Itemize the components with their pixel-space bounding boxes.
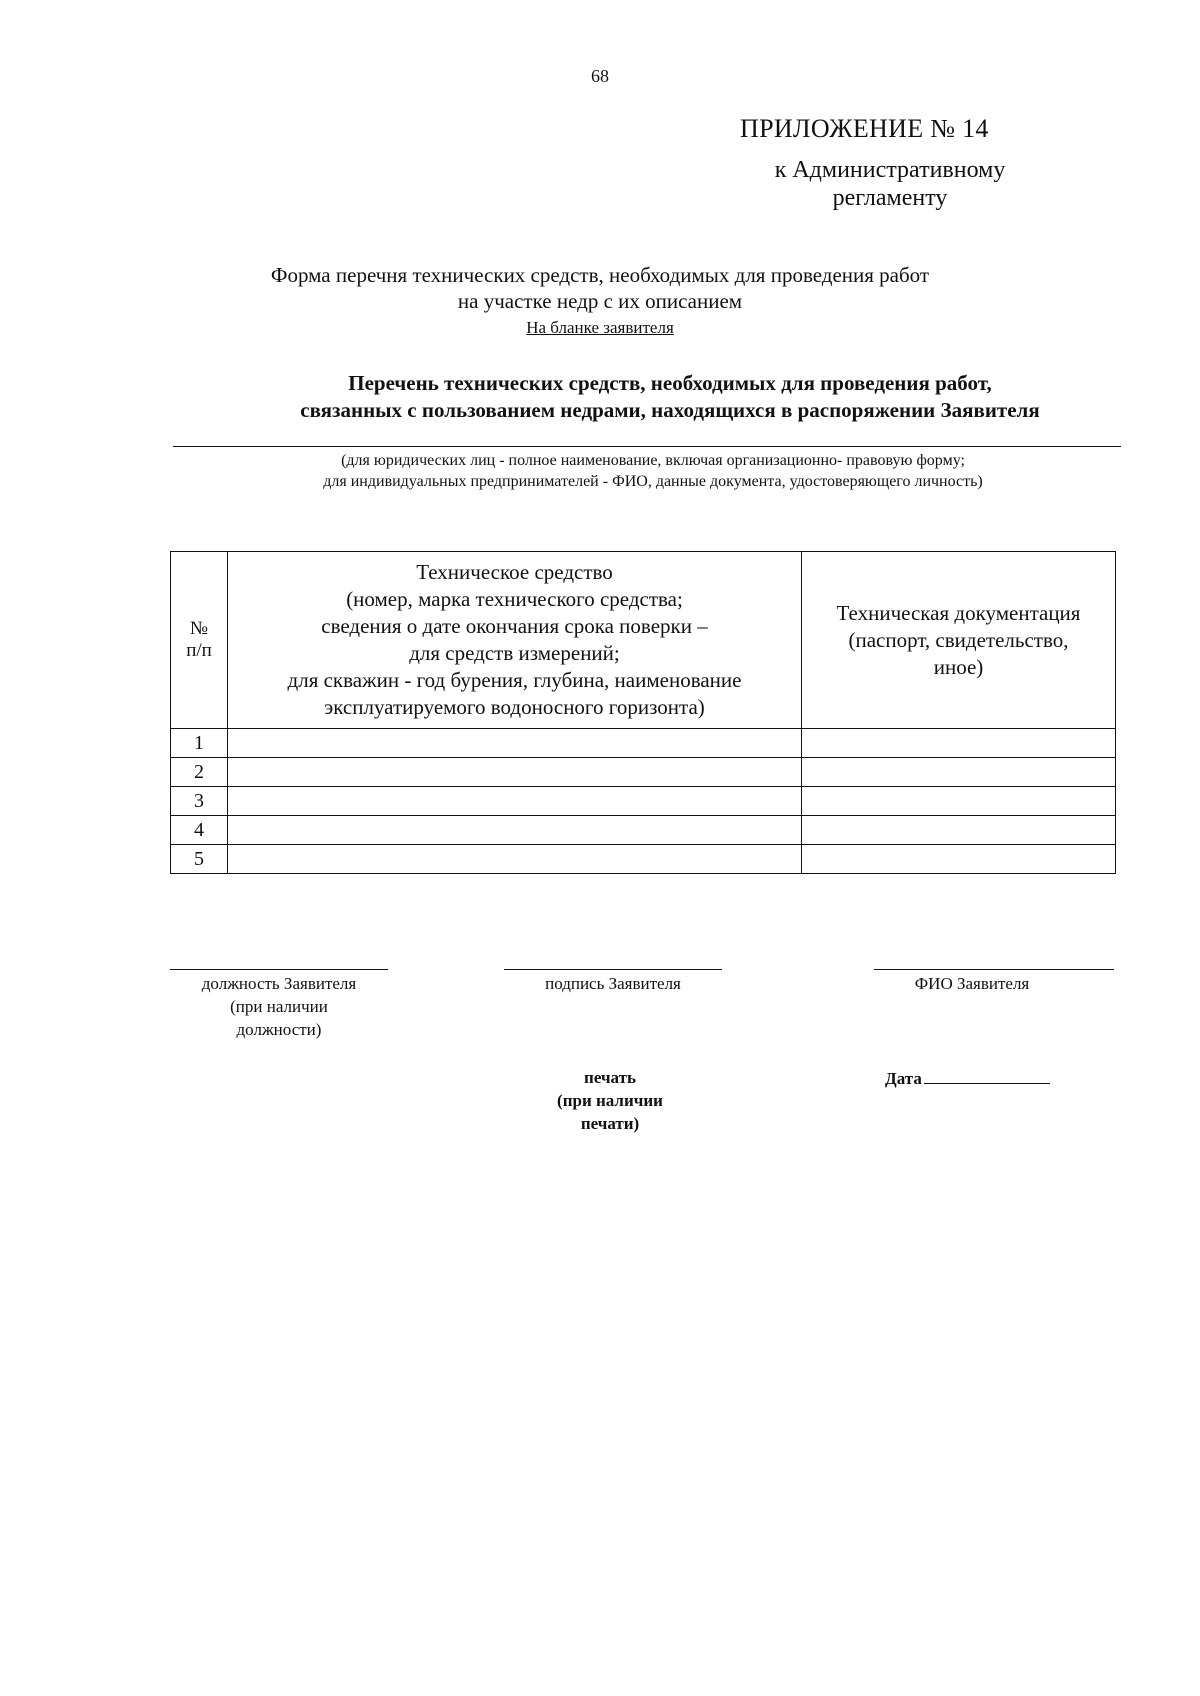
position-label-line-1: должность Заявителя (201, 974, 357, 993)
applicant-hint (173, 450, 1133, 492)
table-row (171, 758, 1116, 787)
applicant-hint-line-1: (для юридических лиц - полное наименование, включая организационно- правовую форму; (341, 452, 965, 469)
row-technical-means-cell[interactable] (228, 758, 802, 787)
table-row (171, 816, 1116, 845)
row-documentation-cell[interactable] (802, 729, 1116, 758)
heading-line-2: связанных с пользованием недрами, находящихся в распоряжении Заявителя (300, 398, 1040, 422)
form-title-line-1: Форма перечня технических средств, необходимых для проведения работ (270, 263, 930, 287)
heading-line-1: Перечень технических средств, необходимых для проведения работ, (348, 371, 992, 395)
table-header-row (171, 552, 1116, 729)
position-label-line-2: (при наличии (230, 997, 328, 1016)
full-name-label: ФИО Заявителя (914, 974, 1030, 993)
row-documentation-cell[interactable] (802, 758, 1116, 787)
full-name-line[interactable] (874, 969, 1114, 970)
appendix-line-1: к Административному (774, 157, 1006, 183)
position-label-line-3: должности) (236, 1020, 322, 1039)
stamp-label-line-3: печати) (580, 1114, 640, 1133)
table-row (171, 845, 1116, 874)
row-documentation-cell[interactable] (802, 845, 1116, 874)
header-doc-line-1: Техническая документация (836, 600, 1081, 625)
header-tool-line-3: сведения о дате окончания срока поверки – (321, 614, 708, 638)
header-tool-line-4: для средств измерений; (409, 641, 620, 665)
table-row (171, 729, 1116, 758)
date-label: Дата (885, 1069, 922, 1088)
header-tool-line-1: Техническое средство (416, 560, 613, 584)
row-documentation-cell[interactable] (802, 816, 1116, 845)
stamp-label-line-1: печать (584, 1068, 636, 1087)
applicant-hint-line-2: для индивидуальных предпринимателей - ФИО, данные документа, удостоверяющего личность) (323, 473, 983, 490)
header-doc-line-2: (паспорт, свидетельство, (848, 627, 1069, 652)
header-number-line-2: п/п (186, 640, 212, 661)
header-tool-line-6: эксплуатируемого водоносного горизонта) (324, 695, 705, 719)
page-number: 68 (591, 66, 609, 86)
row-technical-means-cell[interactable] (228, 845, 802, 874)
applicant-name-line (173, 446, 1121, 447)
header-number (171, 552, 228, 729)
row-number: 5 (171, 845, 228, 874)
row-number: 4 (171, 816, 228, 845)
appendix-line-2: регламенту (832, 185, 948, 211)
row-technical-means-cell[interactable] (228, 816, 802, 845)
date-field (885, 1066, 1125, 1090)
equipment-table (170, 551, 1116, 874)
signature-line[interactable] (504, 969, 722, 970)
stamp-label (520, 1066, 700, 1135)
table-row (171, 787, 1116, 816)
appendix-reference (730, 156, 1050, 212)
row-technical-means-cell[interactable] (228, 729, 802, 758)
header-doc-line-3: иное) (933, 654, 984, 679)
row-number: 3 (171, 787, 228, 816)
row-technical-means-cell[interactable] (228, 787, 802, 816)
signature-label: подпись Заявителя (545, 974, 681, 993)
form-title-line-2: на участке недр с их описанием (457, 289, 743, 313)
document-heading (200, 370, 1140, 424)
header-tool-line-5: для скважин - год бурения, глубина, наименование (287, 668, 742, 692)
row-number: 2 (171, 758, 228, 787)
header-technical-means (228, 552, 802, 729)
row-number: 1 (171, 729, 228, 758)
header-tool-line-2: (номер, марка технического средства; (346, 587, 683, 611)
position-signature-line[interactable] (170, 969, 388, 970)
appendix-title: ПРИЛОЖЕНИЕ № 14 (740, 114, 989, 143)
header-technical-documentation (802, 552, 1116, 729)
blank-note: На бланке заявителя (526, 318, 674, 337)
form-title (0, 262, 1200, 314)
position-label (170, 972, 388, 1041)
date-input-line[interactable] (924, 1066, 1050, 1084)
header-number-line-1: № (189, 618, 209, 639)
row-documentation-cell[interactable] (802, 787, 1116, 816)
stamp-label-line-2: (при наличии (557, 1091, 663, 1110)
